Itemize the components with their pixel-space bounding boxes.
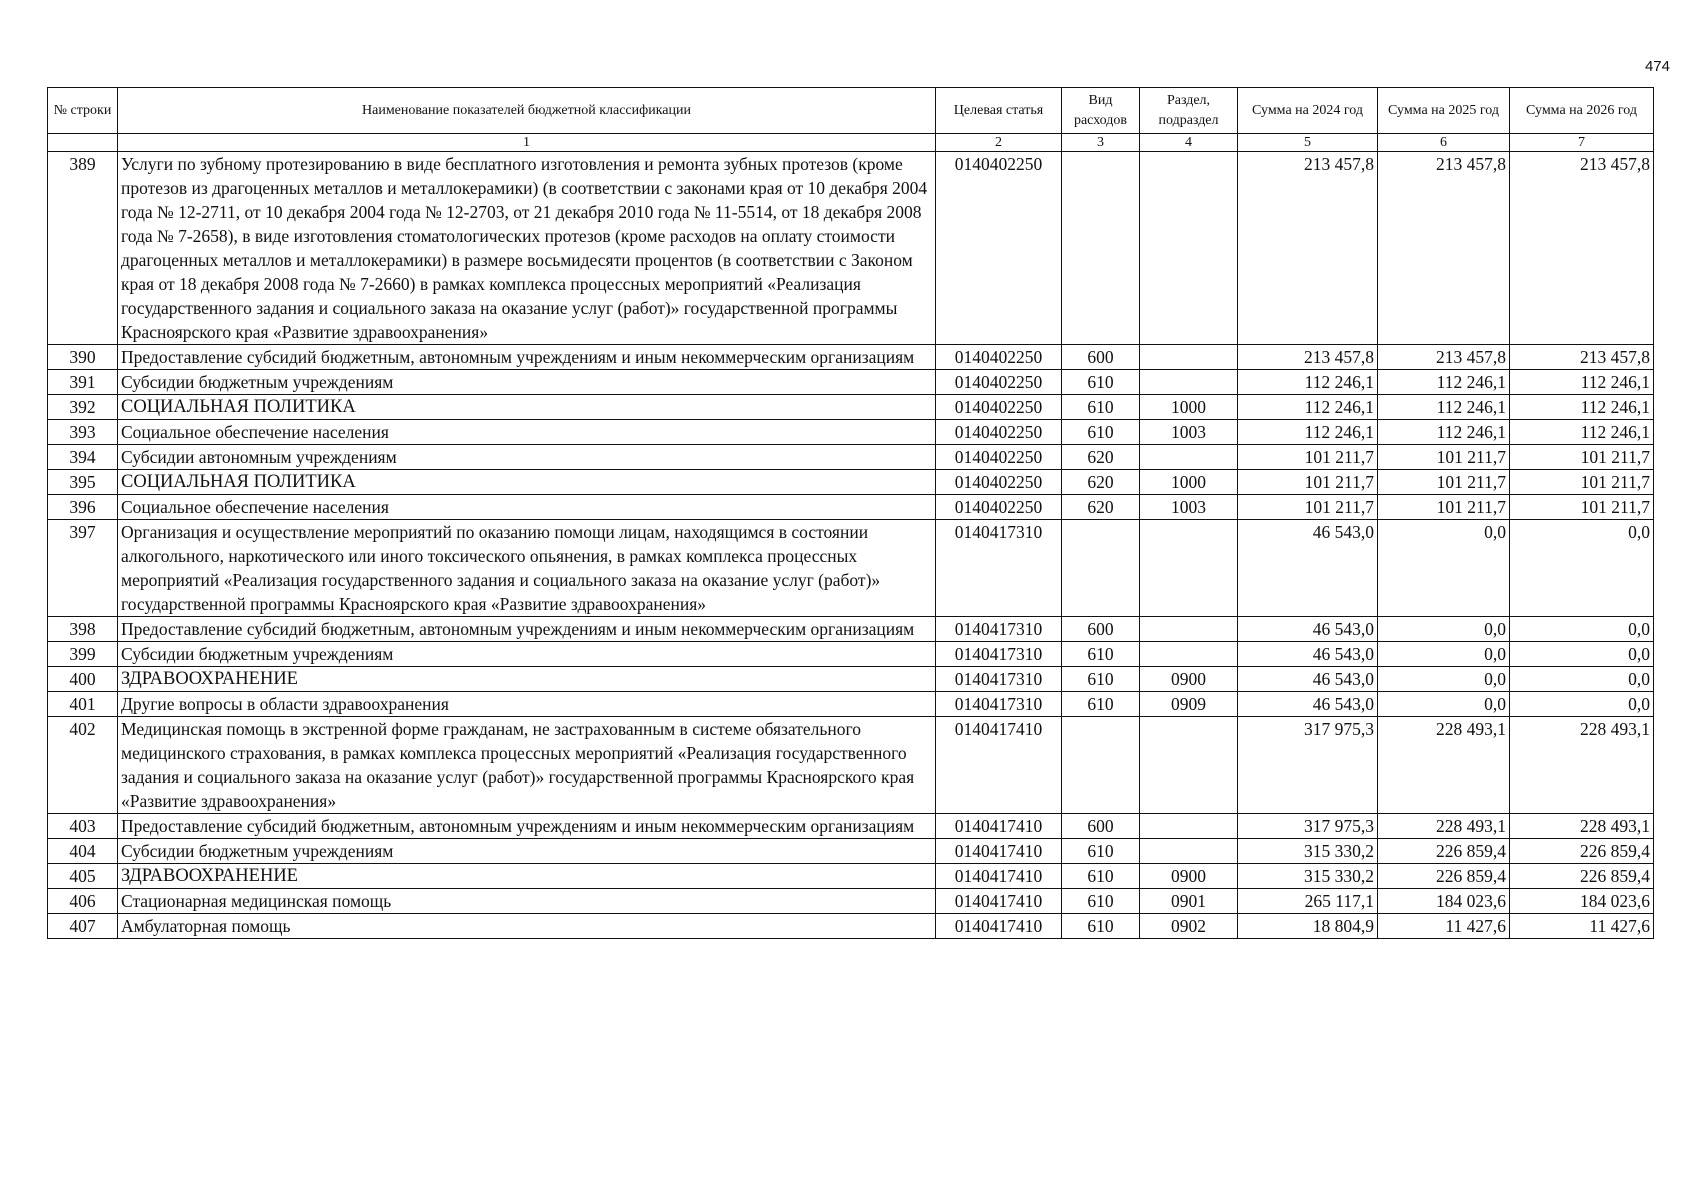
table-row [48, 864, 1654, 889]
row-sum-2026: 226 859,4 [1510, 839, 1654, 864]
row-name: Услуги по зубному протезированию в виде бесплатного изготовления и ремонта зубных протезов (кроме протезов из драгоценных металлов и металлокерамики) (в соответствии с законами края от 10 декабря 2004 года № 12-2711, от 10 декабря 2004 года № 12-2703, от 21 декабря 2010 года № 11-5514, от 18 декабря 2008 года № 7-2658), в виде изготовления стоматологических протезов (кроме расходов на оплату стоимости драгоценных металлов и металлокерамики) в размере восьмидесяти процентов (в соответствии с Законом края от 18 декабря 2008 года № 7-2660) в рамках комплекса процессных мероприятий «Реализация государственного задания и социального заказа на оказание услуг (работ)» государственной программы Красноярского края «Развитие здравоохранения» [118, 152, 936, 345]
row-sum-2025: 11 427,6 [1378, 914, 1510, 939]
table-row [48, 914, 1654, 939]
row-sum-2025: 228 493,1 [1378, 814, 1510, 839]
row-section-code: 0909 [1140, 692, 1238, 717]
row-section-code [1140, 445, 1238, 470]
row-section-code: 0902 [1140, 914, 1238, 939]
row-expense-type: 610 [1062, 667, 1140, 692]
row-expense-type [1062, 152, 1140, 345]
row-sum-2024: 101 211,7 [1238, 470, 1378, 495]
row-section-code: 0900 [1140, 864, 1238, 889]
row-section-code: 1000 [1140, 395, 1238, 420]
row-sum-2024: 46 543,0 [1238, 617, 1378, 642]
table-row [48, 370, 1654, 395]
row-target-code: 0140417310 [936, 617, 1062, 642]
row-section-code: 1000 [1140, 470, 1238, 495]
row-name: Социальное обеспечение населения [118, 420, 936, 445]
table-row [48, 395, 1654, 420]
row-target-code: 0140417410 [936, 889, 1062, 914]
row-sum-2024: 112 246,1 [1238, 370, 1378, 395]
row-sum-2026: 112 246,1 [1510, 395, 1654, 420]
row-sum-2025: 0,0 [1378, 617, 1510, 642]
row-section-code: 0901 [1140, 889, 1238, 914]
row-sum-2025: 101 211,7 [1378, 470, 1510, 495]
page-number: 474 [1644, 58, 1670, 75]
row-expense-type: 610 [1062, 692, 1140, 717]
row-sum-2024: 317 975,3 [1238, 814, 1378, 839]
row-sum-2024: 101 211,7 [1238, 495, 1378, 520]
row-sum-2026: 0,0 [1510, 520, 1654, 617]
table-row [48, 345, 1654, 370]
table-header [48, 88, 1654, 152]
table-row [48, 617, 1654, 642]
row-expense-type: 620 [1062, 470, 1140, 495]
row-sum-2024: 213 457,8 [1238, 345, 1378, 370]
row-sum-2026: 112 246,1 [1510, 420, 1654, 445]
table-row [48, 814, 1654, 839]
row-number: 391 [48, 370, 118, 395]
row-sum-2025: 0,0 [1378, 642, 1510, 667]
row-name: Субсидии бюджетным учреждениям [118, 370, 936, 395]
row-expense-type: 610 [1062, 864, 1140, 889]
row-sum-2025: 228 493,1 [1378, 717, 1510, 814]
row-sum-2025: 213 457,8 [1378, 345, 1510, 370]
column-number: 4 [1140, 134, 1238, 152]
row-sum-2025: 112 246,1 [1378, 395, 1510, 420]
row-expense-type: 610 [1062, 370, 1140, 395]
row-target-code: 0140417410 [936, 914, 1062, 939]
row-name: ЗДРАВООХРАНЕНИЕ [118, 864, 936, 889]
table-row [48, 470, 1654, 495]
row-name: Субсидии бюджетным учреждениям [118, 839, 936, 864]
row-number: 403 [48, 814, 118, 839]
row-name: СОЦИАЛЬНАЯ ПОЛИТИКА [118, 395, 936, 420]
row-sum-2026: 0,0 [1510, 692, 1654, 717]
row-target-code: 0140402250 [936, 370, 1062, 395]
row-sum-2024: 112 246,1 [1238, 420, 1378, 445]
row-name: Амбулаторная помощь [118, 914, 936, 939]
row-expense-type: 610 [1062, 395, 1140, 420]
table-row [48, 445, 1654, 470]
row-sum-2025: 0,0 [1378, 667, 1510, 692]
row-sum-2024: 265 117,1 [1238, 889, 1378, 914]
header-section: Раздел, подраздел [1140, 88, 1238, 134]
row-expense-type [1062, 717, 1140, 814]
row-sum-2024: 46 543,0 [1238, 667, 1378, 692]
row-sum-2025: 112 246,1 [1378, 370, 1510, 395]
row-expense-type: 600 [1062, 617, 1140, 642]
row-target-code: 0140417410 [936, 717, 1062, 814]
table-row [48, 839, 1654, 864]
header-name: Наименование показателей бюджетной классификации [118, 88, 936, 134]
row-sum-2026: 228 493,1 [1510, 717, 1654, 814]
row-number: 396 [48, 495, 118, 520]
row-sum-2026: 213 457,8 [1510, 152, 1654, 345]
row-sum-2024: 46 543,0 [1238, 520, 1378, 617]
row-section-code: 0900 [1140, 667, 1238, 692]
row-target-code: 0140402250 [936, 445, 1062, 470]
row-name: ЗДРАВООХРАНЕНИЕ [118, 667, 936, 692]
table-row [48, 520, 1654, 617]
row-number: 394 [48, 445, 118, 470]
row-sum-2024: 101 211,7 [1238, 445, 1378, 470]
row-target-code: 0140417310 [936, 520, 1062, 617]
row-target-code: 0140417310 [936, 667, 1062, 692]
row-expense-type: 610 [1062, 420, 1140, 445]
row-section-code: 1003 [1140, 420, 1238, 445]
row-section-code [1140, 617, 1238, 642]
row-number: 397 [48, 520, 118, 617]
row-target-code: 0140417310 [936, 692, 1062, 717]
row-sum-2025: 101 211,7 [1378, 445, 1510, 470]
row-name: СОЦИАЛЬНАЯ ПОЛИТИКА [118, 470, 936, 495]
row-target-code: 0140417310 [936, 642, 1062, 667]
row-section-code [1140, 642, 1238, 667]
row-sum-2024: 112 246,1 [1238, 395, 1378, 420]
row-target-code: 0140402250 [936, 420, 1062, 445]
table-row [48, 420, 1654, 445]
column-number: 7 [1510, 134, 1654, 152]
row-section-code [1140, 345, 1238, 370]
row-sum-2024: 315 330,2 [1238, 864, 1378, 889]
row-sum-2025: 112 246,1 [1378, 420, 1510, 445]
row-sum-2024: 46 543,0 [1238, 692, 1378, 717]
row-section-code [1140, 520, 1238, 617]
row-sum-2026: 0,0 [1510, 667, 1654, 692]
row-sum-2026: 0,0 [1510, 642, 1654, 667]
row-number: 406 [48, 889, 118, 914]
table-row [48, 667, 1654, 692]
row-sum-2024: 317 975,3 [1238, 717, 1378, 814]
row-number: 395 [48, 470, 118, 495]
header-sum-2024: Сумма на 2024 год [1238, 88, 1378, 134]
row-number: 400 [48, 667, 118, 692]
row-name: Другие вопросы в области здравоохранения [118, 692, 936, 717]
row-name: Стационарная медицинская помощь [118, 889, 936, 914]
row-target-code: 0140417410 [936, 814, 1062, 839]
row-section-code [1140, 814, 1238, 839]
row-section-code [1140, 370, 1238, 395]
row-sum-2024: 18 804,9 [1238, 914, 1378, 939]
row-sum-2026: 213 457,8 [1510, 345, 1654, 370]
row-sum-2025: 0,0 [1378, 520, 1510, 617]
row-name: Субсидии бюджетным учреждениям [118, 642, 936, 667]
row-section-code: 1003 [1140, 495, 1238, 520]
row-sum-2025: 184 023,6 [1378, 889, 1510, 914]
column-number: 5 [1238, 134, 1378, 152]
row-number: 405 [48, 864, 118, 889]
row-sum-2025: 0,0 [1378, 692, 1510, 717]
row-name: Предоставление субсидий бюджетным, автономным учреждениям и иным некоммерческим организациям [118, 345, 936, 370]
header-row-num: № строки [48, 88, 118, 134]
header-sum-2026: Сумма на 2026 год [1510, 88, 1654, 134]
row-target-code: 0140402250 [936, 152, 1062, 345]
column-number: 3 [1062, 134, 1140, 152]
row-name: Предоставление субсидий бюджетным, автономным учреждениям и иным некоммерческим организациям [118, 814, 936, 839]
row-sum-2024: 46 543,0 [1238, 642, 1378, 667]
row-sum-2026: 184 023,6 [1510, 889, 1654, 914]
row-target-code: 0140402250 [936, 495, 1062, 520]
row-name: Субсидии автономным учреждениям [118, 445, 936, 470]
row-target-code: 0140402250 [936, 395, 1062, 420]
row-sum-2024: 213 457,8 [1238, 152, 1378, 345]
row-target-code: 0140417410 [936, 864, 1062, 889]
row-sum-2025: 213 457,8 [1378, 152, 1510, 345]
budget-table [47, 87, 1654, 939]
row-sum-2026: 101 211,7 [1510, 470, 1654, 495]
row-number: 389 [48, 152, 118, 345]
table-row [48, 495, 1654, 520]
row-target-code: 0140402250 [936, 470, 1062, 495]
column-number: 2 [936, 134, 1062, 152]
row-sum-2025: 226 859,4 [1378, 864, 1510, 889]
row-expense-type: 610 [1062, 914, 1140, 939]
row-sum-2025: 226 859,4 [1378, 839, 1510, 864]
row-sum-2026: 101 211,7 [1510, 495, 1654, 520]
row-sum-2026: 11 427,6 [1510, 914, 1654, 939]
header-target: Целевая статья [936, 88, 1062, 134]
row-sum-2026: 101 211,7 [1510, 445, 1654, 470]
row-sum-2026: 226 859,4 [1510, 864, 1654, 889]
column-number: 6 [1378, 134, 1510, 152]
row-expense-type: 610 [1062, 642, 1140, 667]
table-row [48, 692, 1654, 717]
row-sum-2024: 315 330,2 [1238, 839, 1378, 864]
row-number: 401 [48, 692, 118, 717]
row-section-code [1140, 152, 1238, 345]
table-row [48, 717, 1654, 814]
row-number: 398 [48, 617, 118, 642]
column-number: 1 [118, 134, 936, 152]
row-expense-type: 620 [1062, 495, 1140, 520]
table-row [48, 889, 1654, 914]
row-name: Организация и осуществление мероприятий по оказанию помощи лицам, находящимся в состоянии алкогольного, наркотического или иного токсического опьянения, в рамках комплекса процессных мероприятий «Реализация государственного задания и социального заказа на оказание услуг (работ)» государственной программы Красноярского края «Развитие здравоохранения» [118, 520, 936, 617]
row-expense-type: 600 [1062, 345, 1140, 370]
row-expense-type: 620 [1062, 445, 1140, 470]
row-sum-2025: 101 211,7 [1378, 495, 1510, 520]
row-section-code [1140, 717, 1238, 814]
column-number [48, 134, 118, 152]
row-expense-type: 610 [1062, 889, 1140, 914]
row-number: 404 [48, 839, 118, 864]
row-number: 402 [48, 717, 118, 814]
row-sum-2026: 0,0 [1510, 617, 1654, 642]
row-number: 392 [48, 395, 118, 420]
header-expense-type: Вид расходов [1062, 88, 1140, 134]
row-name: Предоставление субсидий бюджетным, автономным учреждениям и иным некоммерческим организациям [118, 617, 936, 642]
table-row [48, 152, 1654, 345]
row-number: 399 [48, 642, 118, 667]
row-number: 390 [48, 345, 118, 370]
row-expense-type: 600 [1062, 814, 1140, 839]
row-name: Социальное обеспечение населения [118, 495, 936, 520]
row-expense-type [1062, 520, 1140, 617]
row-target-code: 0140402250 [936, 345, 1062, 370]
row-section-code [1140, 839, 1238, 864]
row-expense-type: 610 [1062, 839, 1140, 864]
row-sum-2026: 112 246,1 [1510, 370, 1654, 395]
row-number: 393 [48, 420, 118, 445]
row-target-code: 0140417410 [936, 839, 1062, 864]
row-number: 407 [48, 914, 118, 939]
table-body [48, 152, 1654, 939]
row-name: Медицинская помощь в экстренной форме гражданам, не застрахованным в системе обязательного медицинского страхования, в рамках комплекса процессных мероприятий «Реализация государственного задания и социального заказа на оказание услуг (работ)» государственной программы Красноярского края «Развитие здравоохранения» [118, 717, 936, 814]
table-row [48, 642, 1654, 667]
column-number-row [48, 134, 1654, 152]
row-sum-2026: 228 493,1 [1510, 814, 1654, 839]
header-sum-2025: Сумма на 2025 год [1378, 88, 1510, 134]
